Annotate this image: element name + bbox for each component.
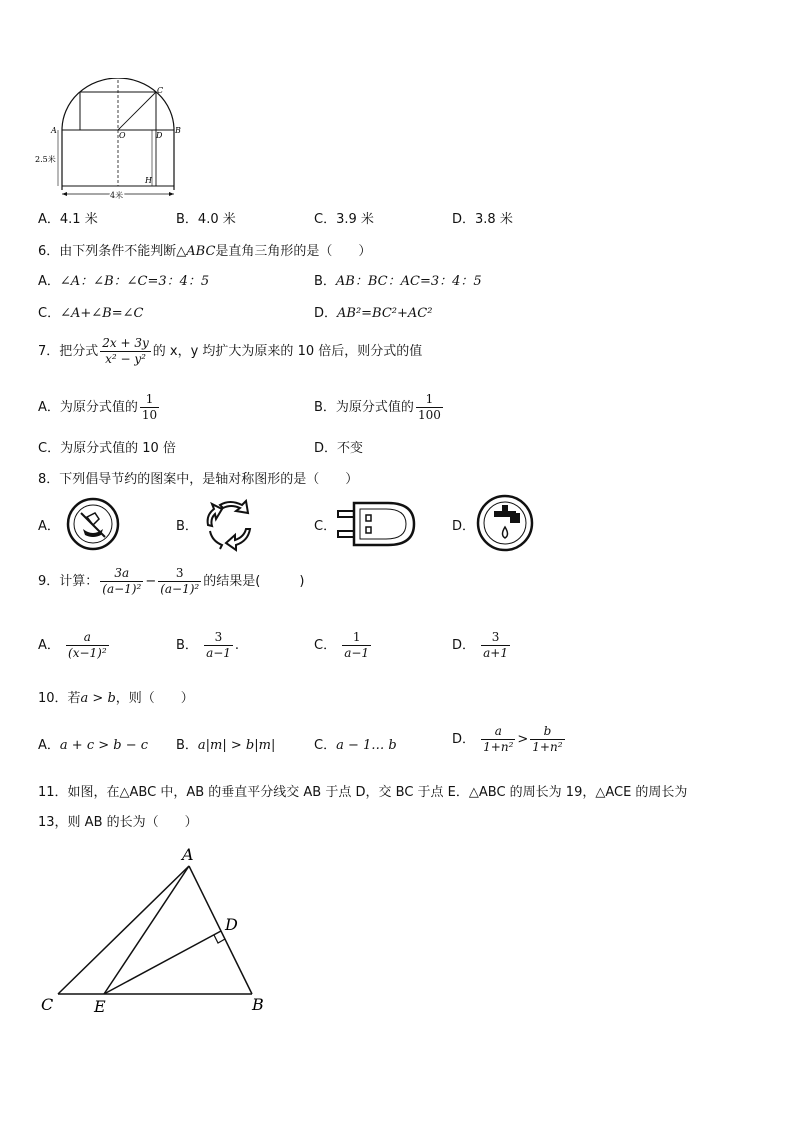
- q10-stem: 10．若a > b，则（ ）: [38, 691, 194, 706]
- q7-option-b[interactable]: B．为原分式值的 $\frac{1}{100}$: [314, 392, 441, 422]
- q9-option-a[interactable]: A． $\frac{a}{\text{(x−1)²}}$: [38, 630, 107, 660]
- plug-icon[interactable]: [336, 497, 418, 551]
- q10-option-b[interactable]: B．a|m| > b|m|: [176, 738, 276, 753]
- q5-option-b[interactable]: B．4.0 米: [176, 212, 236, 227]
- q9-option-c[interactable]: C． $\frac{1}{a-1}$: [314, 630, 370, 660]
- q9-stem: 9．计算： $\frac{3a}{\text{(a−1)²}}$ − $\frac{3}{\text{(a−1)²}}$ 的结果是( ): [38, 566, 305, 596]
- q7-option-a[interactable]: A．为原分式值的 $\frac{1}{10}$: [38, 392, 158, 422]
- label-E: E: [94, 997, 106, 1016]
- q6-option-d[interactable]: D．AB²=BC²+AC²: [314, 306, 433, 321]
- label-B: B: [175, 126, 181, 135]
- q8-stem: 8．下列倡导节约的图案中，是轴对称图形的是（ ）: [38, 472, 359, 487]
- triangle-figure: [36, 842, 276, 1017]
- q8-option-d-letter[interactable]: D．: [452, 519, 476, 534]
- q9-option-d[interactable]: D． $\frac{3}{a+1}$: [452, 630, 508, 660]
- label-height: 2.5米: [35, 155, 56, 164]
- label-H: H: [145, 176, 152, 185]
- q9-option-b[interactable]: B． $\frac{3}{a-1}$ .: [176, 630, 240, 660]
- q10-option-a[interactable]: A．a + c > b − c: [38, 738, 149, 753]
- q5-option-c[interactable]: C．3.9 米: [314, 212, 374, 227]
- q8-option-b-letter[interactable]: B．: [176, 519, 198, 534]
- label-O: O: [119, 131, 126, 140]
- q6-option-c[interactable]: C．∠A+∠B=∠C: [38, 306, 144, 321]
- q7-option-c[interactable]: C．为原分式值的 10 倍: [38, 441, 176, 456]
- q8-option-c-letter[interactable]: C．: [314, 519, 337, 534]
- water-saving-icon[interactable]: [63, 495, 123, 553]
- label-D: D: [225, 915, 238, 934]
- q6-stem: 6．由下列条件不能判断△ABC是直角三角形的是（ ）: [38, 244, 372, 259]
- q11-stem-line1: 11．如图，在△ABC 中，AB 的垂直平分线交 AB 于点 D，交 BC 于点 E．△ABC 的周长为 19，△ACE 的周长为: [38, 785, 688, 800]
- q7-stem: 7．把分式 $\frac{2x + 3y}{\text{x² − y²}}$ 的 x，y 均扩大为原来的 10 倍后，则分式的值: [38, 336, 423, 366]
- label-A: A: [51, 126, 57, 135]
- q11-stem-line2: 13，则 AB 的长为（ ）: [38, 815, 198, 830]
- q6-option-b[interactable]: B．AB：BC：AC=3：4：5: [314, 274, 482, 289]
- faucet-icon[interactable]: [474, 493, 536, 553]
- label-C: C: [157, 86, 164, 95]
- q8-option-a-letter[interactable]: A．: [38, 519, 60, 534]
- q6-option-a[interactable]: A．∠A：∠B：∠C=3：4：5: [38, 274, 210, 289]
- label-B: B: [252, 995, 264, 1014]
- q5-option-a[interactable]: A．4.1 米: [38, 212, 98, 227]
- q10-option-d[interactable]: D． $\frac{a}{\text{1+n²}}$ > $\frac{b}{\text{1+n²}}$: [452, 724, 563, 754]
- label-width: 4米: [110, 191, 124, 200]
- recycle-icon[interactable]: [198, 495, 262, 553]
- label-A: A: [182, 845, 194, 864]
- q5-option-d[interactable]: D．3.8 米: [452, 212, 513, 227]
- q7-option-d[interactable]: D．不变: [314, 441, 364, 456]
- q10-option-c[interactable]: C．a − 1… b: [314, 738, 397, 753]
- q7-fraction: $\frac{2x + 3y}{\text{x² − y²}}$: [102, 336, 149, 366]
- label-C: C: [41, 995, 54, 1014]
- label-D: D: [156, 131, 163, 140]
- tunnel-figure: [34, 78, 194, 203]
